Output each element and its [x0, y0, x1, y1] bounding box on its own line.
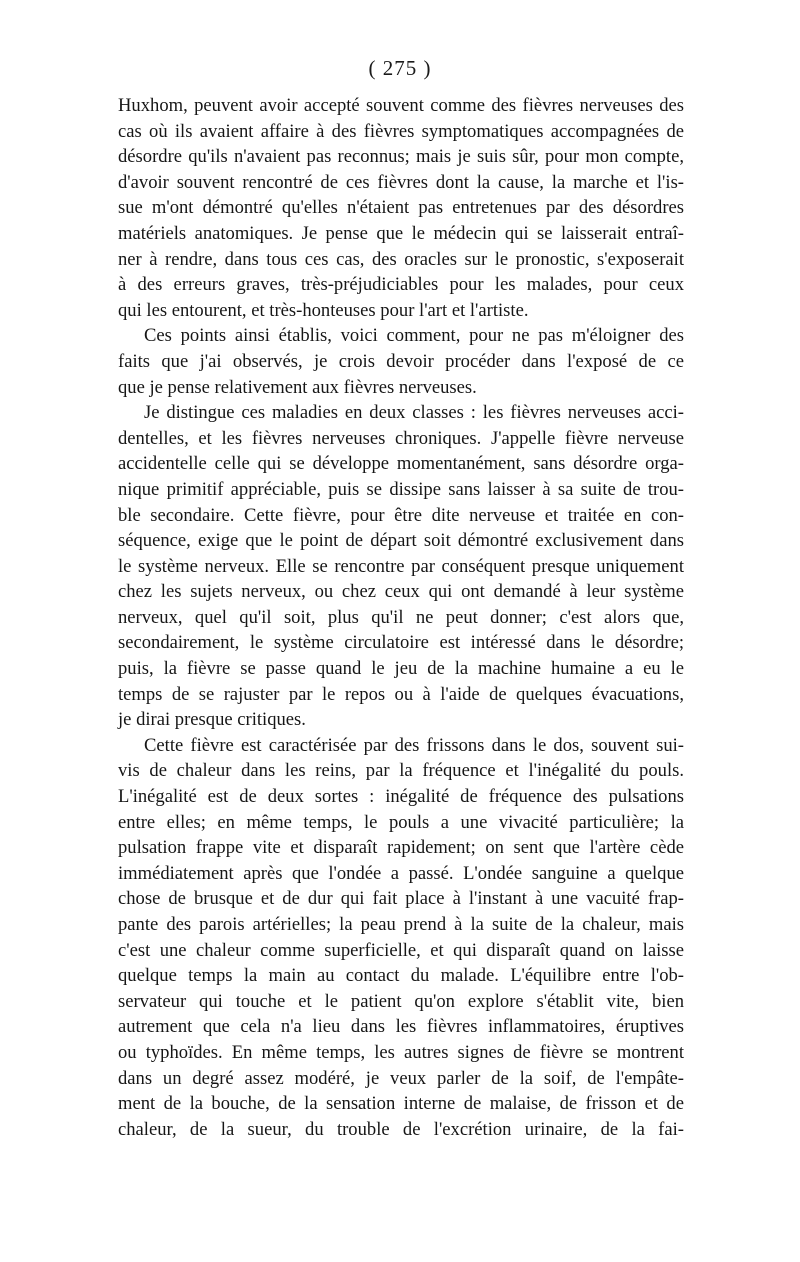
text-line: chaleur, de la sueur, du trouble de l'excrétion urinaire, de la fai- [118, 1118, 684, 1140]
text-line: servateur qui touche et le patient qu'on explore s'établit vite, bien [118, 990, 684, 1012]
text-line: Cette fièvre est caractérisée par des frissons dans le dos, souvent sui- [144, 734, 684, 756]
text-line: Huxhom, peuvent avoir accepté souvent comme des fièvres nerveuses des [118, 95, 684, 116]
text-line: à des erreurs graves, très-préjudiciables pour les malades, pour ceux [118, 274, 684, 296]
text-line: faits que j'ai observés, je crois devoir procéder dans l'exposé de ce [118, 350, 684, 372]
text-line: ner à rendre, dans tous ces cas, des oracles sur le pronostic, s'exposerait [118, 248, 684, 270]
text-line: secondairement, le système circulatoire est intéressé dans le désordre; [118, 632, 684, 654]
text-line: quelque temps la main au contact du malade. L'équilibre entre l'ob- [118, 965, 684, 987]
text-line: je dirai presque critiques. [118, 709, 306, 731]
text-line: le système nerveux. Elle se rencontre par conséquent presque uniquement [118, 555, 684, 577]
text-line: ou typhoïdes. En même temps, les autres signes de fièvre se montrent [118, 1041, 684, 1063]
text-line: chose de brusque et de dur qui fait place à l'instant à une vacuité frap- [118, 888, 684, 910]
text-line: nique primitif appréciable, puis se dissipe sans laisser à sa suite de trou- [118, 478, 684, 500]
text-line: Je distingue ces maladies en deux classes : les fièvres nerveuses acci- [144, 402, 684, 424]
page-number: ( 275 ) [368, 56, 432, 80]
text-line: pulsation frappe vite et disparaît rapidement; on sent que l'artère cède [118, 837, 684, 859]
text-line: c'est une chaleur comme superficielle, et qui disparaît quand on laisse [118, 939, 684, 961]
text-line: cas où ils avaient affaire à des fièvres symptomatiques accompagnées de [118, 120, 684, 142]
text-line: qui les entourent, et très-honteuses pour l'art et l'artiste. [118, 299, 529, 321]
text-line: ment de la bouche, de la sensation interne de malaise, de frisson et de [118, 1093, 684, 1115]
text-line: d'avoir souvent rencontré de ces fièvres dont la cause, la marche et l'is- [118, 171, 684, 193]
text-line: nerveux, quel qu'il soit, plus qu'il ne peut donner; c'est alors que, [118, 606, 684, 628]
text-line: entre elles; en même temps, le pouls a une vivacité particulière; la [118, 811, 684, 833]
body-text [118, 93, 684, 1142]
text-line: puis, la fièvre se passe quand le jeu de la machine humaine a eu le [118, 658, 684, 680]
text-line: Ces points ainsi établis, voici comment, pour ne pas m'éloigner des [144, 325, 684, 347]
text-line: dentelles, et les fièvres nerveuses chroniques. J'appelle fièvre nerveuse [118, 427, 684, 449]
text-line: ble secondaire. Cette fièvre, pour être dite nerveuse et traitée en con- [118, 504, 684, 526]
text-line: accidentelle celle qui se développe momentanément, sans désordre orga- [118, 453, 684, 475]
text-line: pante des parois artérielles; la peau prend à la suite de la chaleur, mais [118, 914, 684, 935]
text-line: temps de se rajuster par le repos ou à l'aide de quelques évacuations, [118, 683, 684, 705]
text-line: sue m'ont démontré qu'elles n'étaient pas entretenues par des désordres [118, 197, 684, 219]
text-line: immédiatement après que l'ondée a passé. L'ondée sanguine a quelque [118, 862, 684, 884]
text-line: chez les sujets nerveux, ou chez ceux qui ont demandé à leur système [118, 581, 684, 603]
text-line: vis de chaleur dans les reins, par la fréquence et l'inégalité du pouls. [118, 760, 684, 782]
text-line: L'inégalité est de deux sortes : inégalité de fréquence des pulsations [118, 786, 684, 808]
text-line: que je pense relativement aux fièvres nerveuses. [118, 376, 477, 398]
text-line: autrement que cela n'a lieu dans les fièvres inflammatoires, éruptives [118, 1016, 684, 1038]
text-line: matériels anatomiques. Je pense que le médecin qui se laisserait entraî- [118, 222, 684, 244]
text-line: dans un degré assez modéré, je veux parler de la soif, de l'empâte- [118, 1067, 684, 1089]
text-line: désordre qu'ils n'avaient pas reconnus; mais je suis sûr, pour mon compte, [118, 146, 684, 168]
text-line: séquence, exige que le point de départ soit démontré exclusivement dans [118, 530, 684, 552]
